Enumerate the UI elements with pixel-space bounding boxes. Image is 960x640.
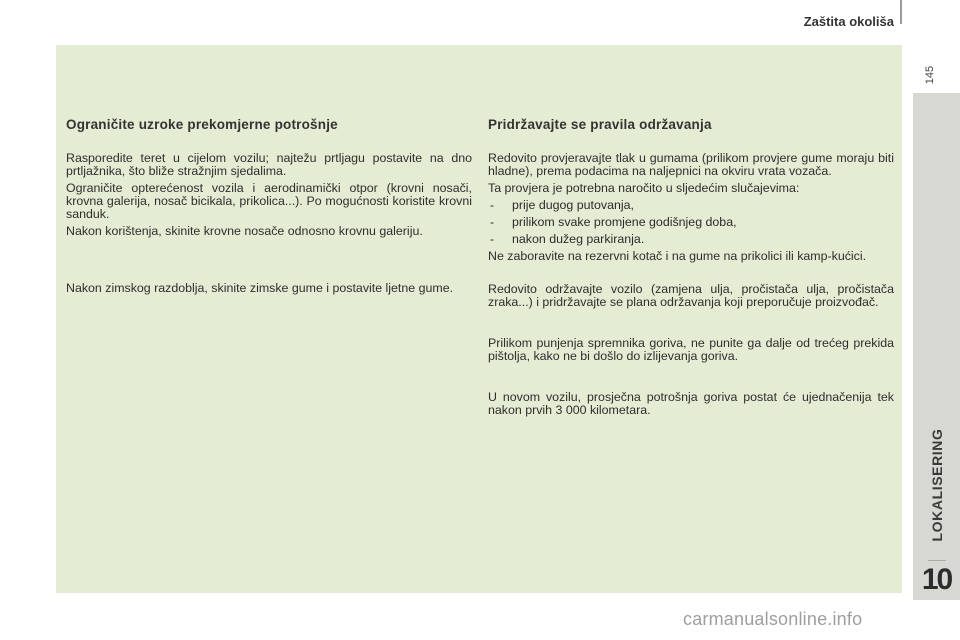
list-dash: -: [490, 198, 495, 212]
paragraph: Redovito provjeravajte tlak u gumama (prilikom provjere gume moraju biti hladne), prema podacima na naljepnici na okviru vrata vozača.: [488, 151, 894, 178]
right-column: [488, 117, 894, 421]
header-title: Zaštita okoliša: [803, 14, 894, 29]
watermark: carmanualsonline.info: [683, 609, 863, 629]
chapter-label: [913, 410, 960, 560]
paragraph: Nakon zimskog razdoblja, skinite zimske gume i postavite ljetne gume.: [66, 281, 454, 295]
list-dash: -: [490, 215, 495, 229]
paragraph: Prilikom punjenja spremnika goriva, ne punite ga dalje od trećeg prekida pištolja, kako ne bi došlo do izlijevanja goriva.: [488, 336, 894, 363]
spacer: [488, 367, 894, 391]
paragraph: Ne zaboravite na rezervni kotač i na gume na prikolici ili kamp-kućici.: [488, 249, 867, 263]
left-column-heading: Ograničite uzroke prekomjerne potrošnje: [66, 117, 338, 132]
paragraph: Ta provjera je potrebna naročito u sljedećim slučajevima:: [488, 181, 800, 195]
chapter-label-text: LOKALISERING: [928, 428, 945, 542]
right-column-heading: Pridržavajte se pravila održavanja: [488, 117, 712, 132]
chapter-separator: [928, 560, 946, 561]
spacer: [488, 267, 894, 283]
list-item-text: nakon dužeg parkiranja.: [512, 232, 645, 246]
paragraph: Nakon korištenja, skinite krovne nosače odnosno krovnu galeriju.: [66, 224, 423, 238]
chapter-number: 10: [921, 563, 952, 596]
paragraph: Ograničite opterećenost vozila i aerodinamički otpor (krovni nosači, krovna galerija, nosač bicikala, prikolica...). Po mogućnosti koristite krovni sanduk.: [66, 181, 472, 221]
page-number: 145: [924, 65, 936, 85]
list-item: [488, 216, 894, 229]
header-divider: [900, 0, 902, 24]
list-item: [488, 233, 894, 246]
paragraph: Rasporedite teret u cijelom vozilu; najtežu prtljagu postavite na dno prtljažnika, što bliže stražnjim sjedalima.: [66, 151, 472, 178]
spacer: [66, 242, 472, 282]
list-item: [488, 199, 894, 212]
paragraph: Redovito održavajte vozilo (zamjena ulja, pročistača ulja, pročistača zraka...) i pridržavajte se plana održavanja koji preporučuje proizvođač.: [488, 282, 894, 309]
spacer: [488, 313, 894, 337]
check-list: [488, 199, 894, 246]
content-panel: [56, 45, 902, 593]
left-column: [66, 117, 472, 299]
paragraph: U novom vozilu, prosječna potrošnja goriva postat će ujednačenija tek nakon prvih 3 000 kilometara.: [488, 390, 894, 417]
list-dash: -: [490, 232, 495, 246]
list-item-text: prilikom svake promjene godišnjeg doba,: [512, 215, 737, 229]
list-item-text: prije dugog putovanja,: [512, 198, 634, 212]
